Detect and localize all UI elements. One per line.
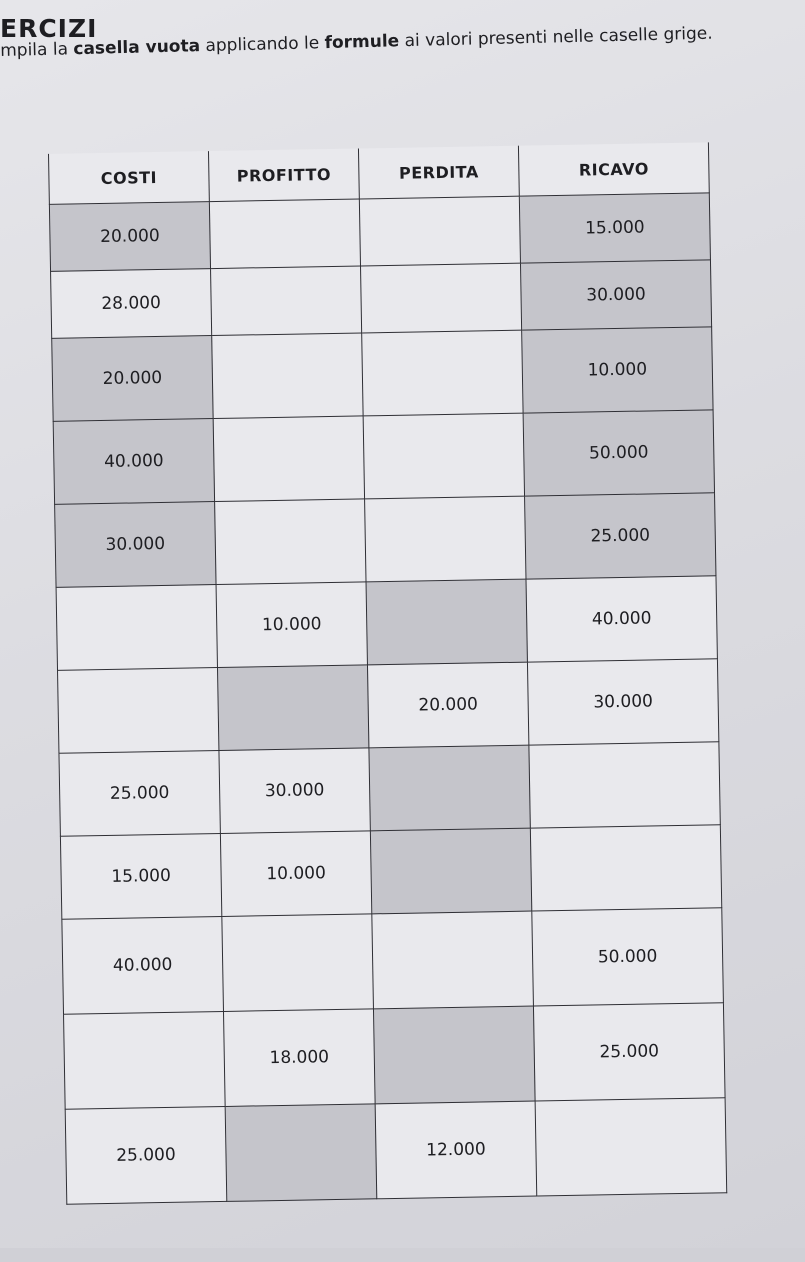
cell-profitto: 10.000 [220,831,371,917]
cell-ricavo[interactable] [530,825,721,911]
column-header-profitto: PROFITTO [208,148,359,201]
cell-profitto: 30.000 [219,748,370,834]
cell-costi: 25.000 [59,751,220,837]
table-row [59,742,720,837]
cell-perdita[interactable] [361,263,522,333]
cell-costi: 40.000 [53,419,214,505]
cell-profitto: 10.000 [216,582,367,668]
instruction-suffix: ai valori presenti nelle caselle grige. [398,23,713,52]
cell-ricavo[interactable] [529,742,720,828]
profit-loss-table [48,142,727,1204]
cell-ricavo: 40.000 [526,576,717,662]
cell-perdita[interactable] [362,330,523,416]
worksheet [42,141,805,1234]
instruction-mid: applicando le [199,33,325,57]
cell-ricavo: 25.000 [525,493,716,579]
cell-perdita[interactable] [359,196,520,266]
table-row [65,1098,727,1205]
instruction-bold-formulas: formule [324,31,400,54]
cell-profitto[interactable] [213,416,364,502]
cell-costi: 30.000 [55,502,216,588]
page-bottom-edge [0,1248,805,1262]
cell-costi: 40.000 [62,916,224,1014]
cell-costi: 20.000 [52,336,213,422]
table-row [60,825,721,920]
table-row [64,1003,726,1110]
table-row [58,659,719,754]
cell-ricavo: 10.000 [522,327,713,413]
exercise-title: ERCIZI [0,14,98,43]
cell-perdita[interactable] [363,413,524,499]
cell-profitto: 18.000 [223,1009,375,1107]
cell-perdita: 20.000 [367,662,528,748]
cell-perdita[interactable] [369,745,530,831]
cell-costi: 20.000 [49,202,210,272]
cell-profitto[interactable] [217,665,368,751]
table-row [62,908,724,1015]
cell-ricavo[interactable] [535,1098,727,1196]
cell-costi[interactable] [56,585,217,671]
cell-costi: 28.000 [51,269,212,339]
table-row [49,193,710,272]
exercise-instruction [0,24,713,61]
cell-ricavo: 30.000 [527,659,718,745]
cell-ricavo: 25.000 [533,1003,725,1101]
cell-perdita[interactable] [370,828,531,914]
cell-ricavo: 50.000 [523,410,714,496]
column-header-perdita: PERDITA [358,146,519,199]
table-row [53,410,714,505]
table-row [56,576,717,671]
column-header-costi: COSTI [48,151,209,204]
cell-perdita[interactable] [372,911,534,1009]
cell-ricavo: 50.000 [532,908,724,1006]
column-header-ricavo: RICAVO [518,142,709,196]
cell-perdita[interactable] [365,496,526,582]
cell-profitto[interactable] [209,199,360,269]
cell-costi[interactable] [58,668,219,754]
cell-perdita[interactable] [373,1006,535,1104]
cell-profitto[interactable] [211,266,362,336]
instruction-prefix: mpila la [0,39,74,61]
cell-profitto[interactable] [222,914,374,1012]
cell-ricavo: 30.000 [520,260,711,330]
cell-costi[interactable] [64,1011,226,1109]
cell-profitto[interactable] [212,333,363,419]
instruction-bold-empty-cell: casella vuota [73,36,201,60]
cell-ricavo: 15.000 [519,193,710,263]
cell-costi: 25.000 [65,1106,227,1204]
cell-perdita[interactable] [366,579,527,665]
cell-profitto[interactable] [225,1104,377,1202]
cell-perdita: 12.000 [375,1101,537,1199]
table-row [55,493,716,588]
table-row [51,260,712,339]
table-row [52,327,713,422]
cell-costi: 15.000 [60,833,221,919]
cell-profitto[interactable] [215,499,366,585]
